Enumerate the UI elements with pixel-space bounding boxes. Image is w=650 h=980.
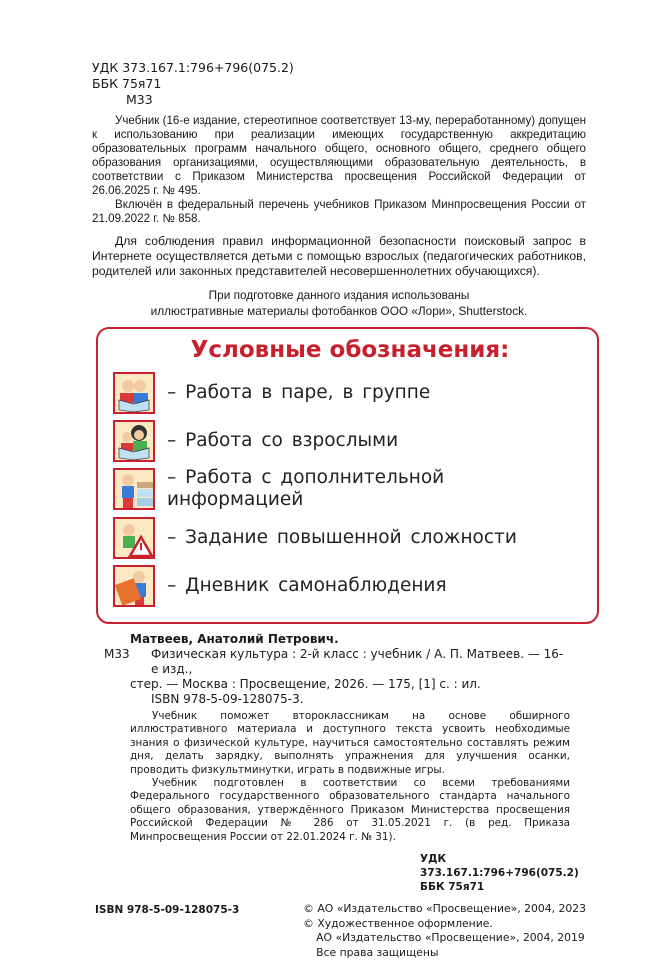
- legend-label: – Дневник самонаблюдения: [167, 574, 447, 596]
- bib-codes: [420, 852, 579, 894]
- footer-isbn: ISBN 978-5-09-128075-3: [95, 904, 240, 917]
- adult-work-icon: [113, 420, 155, 462]
- bib-row: [104, 647, 570, 677]
- legend-item: [113, 467, 587, 511]
- udk-code: УДК 373.167.1:796+796(075.2): [92, 60, 294, 75]
- legend-item: [113, 516, 587, 559]
- extra-info-icon: [113, 468, 155, 510]
- copyright-line: © Художественное оформление.: [303, 916, 493, 930]
- copyright: [303, 902, 586, 960]
- copyright-line: © АО «Издательство «Просвещение», 2004, 2023: [303, 902, 586, 916]
- diary-icon: [113, 565, 155, 607]
- pair-work-icon: [113, 372, 155, 414]
- bib-author: Матвеев, Анатолий Петрович.: [130, 632, 339, 646]
- author-mark: М33: [126, 92, 153, 107]
- bib-bbk: ББК 75я71: [420, 881, 485, 894]
- federal-list-paragraph: Включён в федеральный перечень учебников Приказом Минпросвещения России от 21.09.2022 г. № 858.: [92, 198, 586, 225]
- bibliographic-entry: [104, 632, 579, 894]
- approval-paragraph: Учебник (16-е издание, стереотипное соответствует 13-му, переработанному) допущен к использованию при реализации имеющих государственную аккредитацию образовательных программ начального общего, основного общего, среднего общего образования организациями, осуществляющими образовательную деятельность, в соответствии с Приказом Министерства просвещения Российской Федерации от 26.06.2025 г. № 495.: [92, 114, 586, 197]
- bib-mark: М33: [104, 647, 130, 661]
- legend-label: – Работа со взрослыми: [167, 429, 399, 451]
- legend-item: [113, 371, 587, 414]
- bib-line: стер. — Москва : Просвещение, 2026. — 175, [1] с. : ил.: [130, 677, 481, 691]
- legend-label: – Работа в паре, в группе: [167, 381, 431, 403]
- legend-title: Условные обозначения:: [190, 337, 510, 363]
- credits-line: иллюстративные материалы фотобанков ООО «Лори», Shutterstock.: [150, 304, 528, 318]
- bib-udk: УДК 373.167.1:796+796(075.2): [420, 853, 579, 880]
- classification-codes: [92, 60, 586, 108]
- rights-reserved: Все права защищены: [316, 945, 439, 959]
- legend-item: [113, 564, 587, 607]
- credits-line: При подготовке данного издания использованы: [208, 288, 470, 302]
- legend-item: [113, 419, 587, 462]
- legend-label: – Задание повышенной сложности: [167, 526, 517, 548]
- legend-box: [96, 327, 599, 624]
- copyright-line: АО «Издательство «Просвещение», 2004, 2019: [316, 931, 585, 945]
- bbk-code: ББК 75я71: [92, 76, 162, 91]
- hard-task-icon: [113, 517, 155, 559]
- standard-note: Учебник подготовлен в соответствии со всеми требованиями Федерального государственного образовательного стандарта начального общего образования, утверждённого Приказом Министерства просвещения Российской Федерации № 286 от 31.05.2021 г. (в ред. Приказа Минпросвещения России от 22.01.2024 г. № 31).: [130, 777, 570, 843]
- abstract: Учебник поможет второклассникам на основе обширного иллюстративного материала и доступного текста усвоить необходимые знания о физической культуре, научиться самостоятельно составлять режим дня, делать зарядку, выполнять упражнения для улучшения осанки, проводить физкультминутки, играть в подвижные игры.: [130, 710, 570, 776]
- legend-label: – Работа с дополнительной информацией: [167, 467, 445, 510]
- bib-isbn: ISBN 978-5-09-128075-3.: [151, 692, 304, 706]
- credits: [92, 287, 586, 319]
- safety-paragraph: Для соблюдения правил информационной безопасности поисковый запрос в Интернете осуществляется детьми с помощью взрослых (педагогических работников, родителей или законных представителей несовершеннолетних обучающихся).: [92, 234, 586, 278]
- footer: [95, 902, 586, 960]
- bib-line: Физическая культура : 2-й класс : учебник / А. П. Матвеев. — 16-е изд.,: [151, 647, 564, 676]
